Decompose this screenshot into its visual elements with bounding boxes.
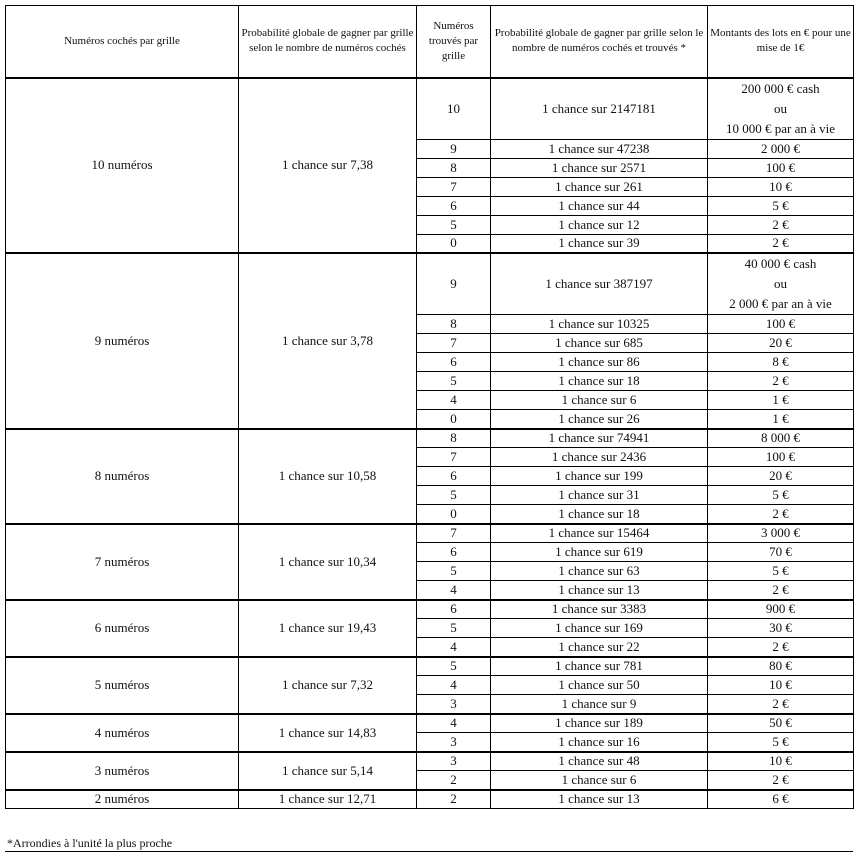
header-probability-found: Probabilité globale de gagner par grille selon le nombre de numéros cochés et trouvés * [491,6,708,78]
probability-cell: 1 chance sur 13 [491,581,708,600]
prize-cell: 80 € [708,657,854,676]
found-count-cell: 3 [417,752,491,771]
probability-cell: 1 chance sur 31 [491,486,708,505]
probability-cell: 1 chance sur 6 [491,391,708,410]
probability-cell: 1 chance sur 387197 [491,253,708,315]
found-count-cell: 9 [417,253,491,315]
prize-cell: 5 € [708,196,854,215]
footnote-rule [5,851,853,852]
prize-cell: 50 € [708,714,854,733]
found-count-cell: 5 [417,486,491,505]
prize-line: ou [774,100,787,116]
table-row [6,524,854,543]
prize-cell: 6 € [708,790,854,809]
probability-cell: 1 chance sur 74941 [491,429,708,448]
overall-probability-cell: 1 chance sur 7,38 [239,78,417,254]
prize-cell: 3 000 € [708,524,854,543]
footnote: *Arrondies à l'unité la plus proche [7,836,173,850]
probability-cell: 1 chance sur 16 [491,733,708,752]
overall-probability-cell: 1 chance sur 10,34 [239,524,417,600]
prize-cell: 5 € [708,562,854,581]
prize-cell: 8 000 € [708,429,854,448]
found-count-cell: 5 [417,657,491,676]
probability-cell: 1 chance sur 685 [491,334,708,353]
overall-probability-cell: 1 chance sur 3,78 [239,253,417,429]
probability-cell: 1 chance sur 2571 [491,158,708,177]
found-count-cell: 4 [417,391,491,410]
found-count-cell: 8 [417,315,491,334]
found-count-cell: 7 [417,334,491,353]
found-count-cell: 6 [417,196,491,215]
found-count-cell: 6 [417,353,491,372]
header-found: Numéros trouvés par grille [417,6,491,78]
prize-cell: 2 000 € [708,139,854,158]
probability-cell: 1 chance sur 39 [491,234,708,253]
probability-cell: 1 chance sur 2436 [491,448,708,467]
found-count-cell: 5 [417,562,491,581]
found-count-cell: 9 [417,139,491,158]
overall-probability-cell: 1 chance sur 7,32 [239,657,417,714]
found-count-cell: 7 [417,177,491,196]
found-count-cell: 6 [417,600,491,619]
header-prize: Montants des lots en € pour une mise de 1€ [708,6,854,78]
probability-cell: 1 chance sur 10325 [491,315,708,334]
probability-cell: 1 chance sur 9 [491,695,708,714]
overall-probability-cell: 1 chance sur 19,43 [239,600,417,657]
prize-cell: 10 € [708,676,854,695]
found-count-cell: 6 [417,467,491,486]
table-row [6,714,854,733]
prize-cell: 30 € [708,619,854,638]
table-row [6,429,854,448]
probability-cell: 1 chance sur 261 [491,177,708,196]
overall-probability-cell: 1 chance sur 10,58 [239,429,417,524]
prize-cell: 100 € [708,315,854,334]
probability-cell: 1 chance sur 189 [491,714,708,733]
prize-cell: 2 € [708,638,854,657]
found-count-cell: 7 [417,524,491,543]
prize-cell: 5 € [708,733,854,752]
header-row [6,6,854,78]
probability-cell: 1 chance sur 12 [491,215,708,234]
found-count-cell: 8 [417,429,491,448]
found-count-cell: 2 [417,790,491,809]
probability-cell: 1 chance sur 13 [491,790,708,809]
probability-cell: 1 chance sur 15464 [491,524,708,543]
found-count-cell: 3 [417,695,491,714]
found-count-cell: 4 [417,714,491,733]
prize-cell: 5 € [708,486,854,505]
found-count-cell: 2 [417,771,491,790]
overall-probability-cell: 1 chance sur 14,83 [239,714,417,752]
table-row [6,78,854,140]
prize-line: ou [774,276,787,291]
prize-cell: 100 € [708,448,854,467]
probability-cell: 1 chance sur 619 [491,543,708,562]
table-row [6,253,854,315]
checked-count-cell: 6 numéros [6,600,239,657]
probability-cell: 1 chance sur 44 [491,196,708,215]
checked-count-cell: 10 numéros [6,78,239,254]
prize-cell: 10 € [708,177,854,196]
probability-cell: 1 chance sur 2147181 [491,78,708,140]
probability-cell: 1 chance sur 22 [491,638,708,657]
probability-cell: 1 chance sur 63 [491,562,708,581]
table-row [6,790,854,809]
found-count-cell: 4 [417,638,491,657]
prize-line: 200 000 € cash [741,80,820,96]
prize-cell: 2 € [708,505,854,524]
probability-cell: 1 chance sur 6 [491,771,708,790]
probability-cell: 1 chance sur 48 [491,752,708,771]
prize-cell: 20 € [708,334,854,353]
prize-cell: 2 € [708,372,854,391]
found-count-cell: 0 [417,505,491,524]
prize-cell [708,253,854,315]
probability-cell: 1 chance sur 18 [491,505,708,524]
probability-cell: 1 chance sur 86 [491,353,708,372]
checked-count-cell: 5 numéros [6,657,239,714]
found-count-cell: 6 [417,543,491,562]
prize-cell: 1 € [708,410,854,429]
checked-count-cell: 7 numéros [6,524,239,600]
prize-cell: 1 € [708,391,854,410]
header-checked: Numéros cochés par grille [6,6,239,78]
prize-cell: 2 € [708,215,854,234]
prize-cell: 2 € [708,234,854,253]
prize-line: 2 000 € par an à vie [729,296,832,311]
overall-probability-cell: 1 chance sur 12,71 [239,790,417,809]
found-count-cell: 5 [417,372,491,391]
found-count-cell: 4 [417,676,491,695]
prize-cell: 8 € [708,353,854,372]
found-count-cell: 3 [417,733,491,752]
found-count-cell: 5 [417,619,491,638]
table-body [6,78,854,809]
found-count-cell: 0 [417,410,491,429]
table-row [6,600,854,619]
probability-cell: 1 chance sur 199 [491,467,708,486]
found-count-cell: 7 [417,448,491,467]
probability-cell: 1 chance sur 169 [491,619,708,638]
checked-count-cell: 4 numéros [6,714,239,752]
found-count-cell: 0 [417,234,491,253]
found-count-cell: 10 [417,78,491,140]
overall-probability-cell: 1 chance sur 5,14 [239,752,417,790]
probability-cell: 1 chance sur 18 [491,372,708,391]
prize-cell: 10 € [708,752,854,771]
probability-cell: 1 chance sur 26 [491,410,708,429]
prize-cell: 70 € [708,543,854,562]
prize-line: 40 000 € cash [744,256,817,271]
header-overall-probability: Probabilité globale de gagner par grille selon le nombre de numéros cochés [239,6,417,78]
table-row [6,752,854,771]
prize-cell: 2 € [708,695,854,714]
prize-line: 10 000 € par an à vie [725,120,836,136]
checked-count-cell: 3 numéros [6,752,239,790]
probability-cell: 1 chance sur 47238 [491,139,708,158]
found-count-cell: 8 [417,158,491,177]
prize-cell: 2 € [708,581,854,600]
checked-count-cell: 8 numéros [6,429,239,524]
probability-cell: 1 chance sur 3383 [491,600,708,619]
prize-cell [708,78,854,140]
checked-count-cell: 2 numéros [6,790,239,809]
prize-cell: 2 € [708,771,854,790]
probability-cell: 1 chance sur 781 [491,657,708,676]
probability-cell: 1 chance sur 50 [491,676,708,695]
table-row [6,657,854,676]
checked-count-cell: 9 numéros [6,253,239,429]
prize-cell: 900 € [708,600,854,619]
prize-cell: 100 € [708,158,854,177]
found-count-cell: 4 [417,581,491,600]
found-count-cell: 5 [417,215,491,234]
odds-table [5,5,854,809]
prize-cell: 20 € [708,467,854,486]
